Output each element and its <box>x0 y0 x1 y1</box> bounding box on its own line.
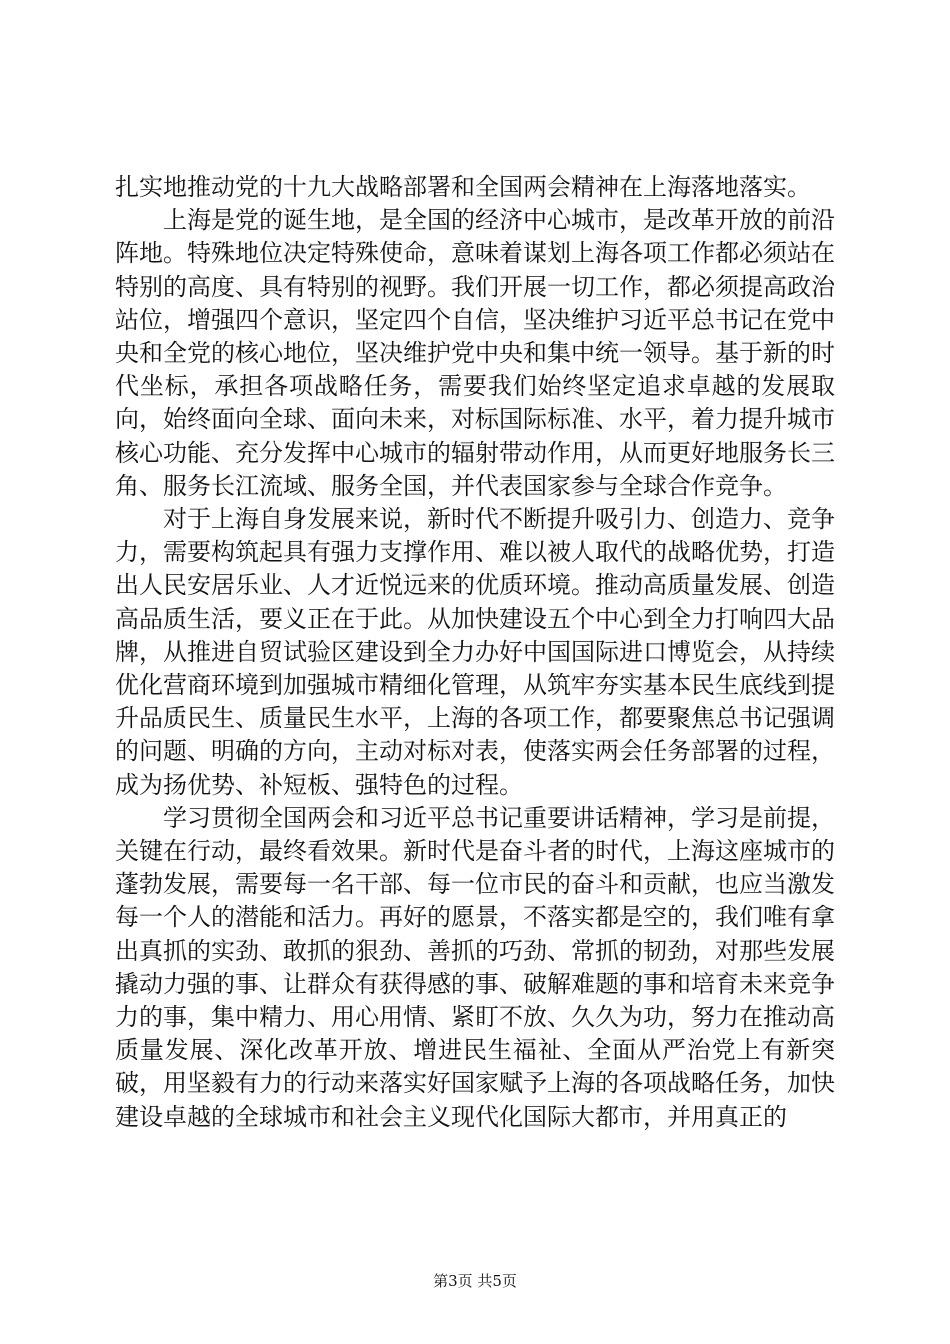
paragraph-4: 学习贯彻全国两会和习近平总书记重要讲话精神，学习是前提，关键在行动，最终看效果。新时代是奋斗者的时代，上海这座城市的蓬勃发展，需要每一名干部、每一位市民的奋斗和贡献，也应当激发每一个人的潜能和活力。再好的愿景，不落实都是空的，我们唯有拿出真抓的实劲、敢抓的狠劲、善抓的巧劲、常抓的韧劲，对那些发展撬动力强的事、让群众有获得感的事、破解难题的事和培育未来竞争力的事，集中精力、用心用情、紧盯不放、久久为功，努力在推动高质量发展、深化改革开放、增进民生福祉、全面从严治党上有新突破，用坚毅有力的行动来落实好国家赋予上海的各项战略任务，加快建设卓越的全球城市和社会主义现代化国际大都市，并用真正的 <box>115 803 835 1131</box>
paragraph-1: 扎实地推动党的十九大战略部署和全国两会精神在上海落地落实。 <box>115 173 811 201</box>
paragraph-2: 上海是党的诞生地，是全国的经济中心城市，是改革开放的前沿阵地。特殊地位决定特殊使命，意味着谋划上海各项工作都必须站在特别的高度、具有特别的视野。我们开展一切工作，都必须提高政治站位，增强四个意识，坚定四个自信，坚决维护习近平总书记在党中央和全党的核心地位，坚决维护党中央和集中统一领导。基于新的时代坐标，承担各项战略任务，需要我们始终坚定追求卓越的发展取向，始终面向全球、面向未来，对标国际标准、水平，着力提升城市核心功能、充分发挥中心城市的辐射带动作用，从而更好地服务长三角、服务长江流域、服务全国，并代表国家参与全球合作竞争。 <box>115 206 835 500</box>
document-body <box>115 171 835 1134</box>
page-number-footer: 第3页 共5页 <box>433 1272 517 1290</box>
paragraph-3: 对于上海自身发展来说，新时代不断提升吸引力、创造力、竞争力，需要构筑起具有强力支撑作用、难以被人取代的战略优势，打造出人民安居乐业、人才近悦远来的优质环境。推动高质量发展、创造高品质生活，要义正在于此。从加快建设五个中心到全力打响四大品牌，从推进自贸试验区建设到全力办好中国国际进口博览会，从持续优化营商环境到加强城市精细化管理，从筑牢夯实基本民生底线到提升品质民生、质量民生水平，上海的各项工作，都要聚焦总书记强调的问题、明确的方向，主动对标对表，使落实两会任务部署的过程，成为扬优势、补短板、强特色的过程。 <box>115 505 835 799</box>
